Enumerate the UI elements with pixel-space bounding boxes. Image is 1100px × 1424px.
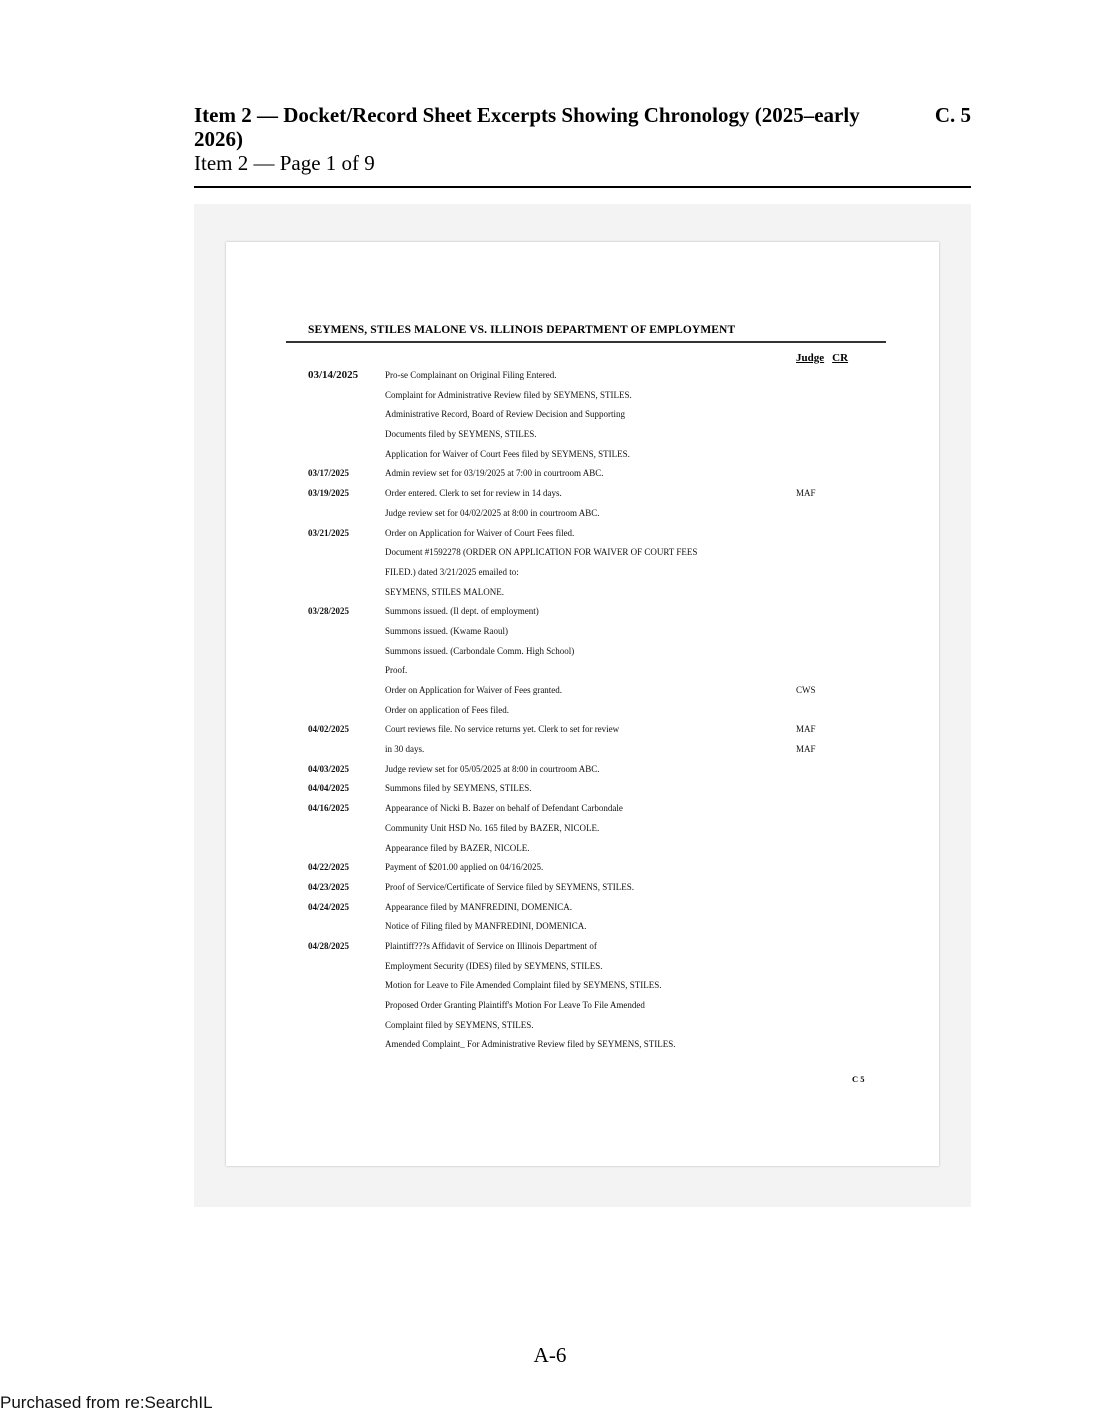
entry-date: 04/02/2025 [308,724,350,735]
docket-entry [226,445,939,465]
entry-date: 04/22/2025 [308,862,350,873]
entry-date: 03/19/2025 [308,488,350,499]
entry-text: Court reviews file. No service returns yet. Clerk to set for review [385,724,620,735]
docket-entry [226,976,939,996]
purchased-notice: Purchased from re:SearchIL [0,1393,213,1412]
docket-entry [226,681,939,701]
page-title: Item 2 — Docket/Record Sheet Excerpts Showing Chronology (2025–early 2026) [194,103,860,151]
entry-text: Amended Complaint_ For Administrative Review filed by SEYMENS, STILES. [385,1039,676,1050]
entry-date: 04/24/2025 [308,901,350,912]
docket-entry [226,996,939,1016]
docket-entry [226,701,939,721]
entry-date: 03/28/2025 [308,606,350,617]
page-number: A-6 [533,1343,567,1367]
docket-entry [226,819,939,839]
docket-entry [226,602,939,622]
entry-text: Notice of Filing filed by MANFREDINI, DOMENICA. [385,921,587,932]
scanned-docket-page [226,242,939,1166]
docket-entries [226,366,939,1055]
entry-text: Employment Security (IDES) filed by SEYMENS, STILES. [385,960,603,971]
column-cr: CR [832,352,849,364]
docket-entry [226,386,939,406]
entry-text: Summons filed by SEYMENS, STILES. [385,783,532,794]
header-rule [194,186,971,188]
entry-text: Application for Waiver of Court Fees filed by SEYMENS, STILES. [385,448,630,459]
entry-text: Community Unit HSD No. 165 filed by BAZER, NICOLE. [385,822,600,833]
entry-text: Order on Application for Waiver of Court Fees filed. [385,527,575,538]
docket-entry [226,760,939,780]
entry-text: Proof of Service/Certificate of Service filed by SEYMENS, STILES. [385,881,634,892]
entry-text: Administrative Record, Board of Review Decision and Supporting [385,409,625,420]
entry-text: Document #1592278 (ORDER ON APPLICATION FOR WAIVER OF COURT FEES [385,547,698,558]
entry-judge: MAF [796,488,816,499]
docket-entry [226,957,939,977]
entry-text: FILED.) dated 3/21/2025 emailed to: [385,566,519,577]
entry-text: Appearance filed by BAZER, NICOLE. [385,842,530,853]
docket-entry [226,366,939,386]
entry-text: Order entered. Clerk to set for review in 14 days. [385,488,562,499]
docket-entry [226,779,939,799]
docket-entry [226,1016,939,1036]
case-caption: SEYMENS, STILES MALONE VS. ILLINOIS DEPARTMENT OF EMPLOYMENT [308,324,736,336]
scanned-page-mark: C 5 [852,1074,865,1084]
document-header [194,103,971,175]
docket-entry [226,622,939,642]
entry-date: 04/04/2025 [308,783,350,794]
entry-text: Complaint for Administrative Review filed by SEYMENS, STILES. [385,389,632,400]
docket-entry [226,858,939,878]
entry-text: SEYMENS, STILES MALONE. [385,586,505,597]
entry-text: Summons issued. (Il dept. of employment) [385,606,539,617]
docket-entry [226,484,939,504]
entry-date: 04/23/2025 [308,881,350,892]
docket-entry [226,1035,939,1055]
entry-date: 04/28/2025 [308,940,350,951]
docket-entry [226,583,939,603]
entry-text: Judge review set for 05/05/2025 at 8:00 in courtroom ABC. [385,763,600,774]
entry-date: 03/21/2025 [308,527,350,538]
scanned-image-frame [194,204,971,1207]
docket-entry [226,524,939,544]
entry-text: Plaintiff???s Affidavit of Service on Illinois Department of [385,940,597,951]
docket-entry [226,799,939,819]
entry-judge: CWS [796,685,816,695]
docket-entry [226,917,939,937]
entry-text: Documents filed by SEYMENS, STILES. [385,429,537,440]
entry-date: 03/14/2025 [308,369,359,381]
entry-text: Appearance filed by MANFREDINI, DOMENICA. [385,901,572,912]
entry-date: 04/03/2025 [308,763,350,774]
docket-entry [226,898,939,918]
docket-entry [226,740,939,760]
entry-text: Admin review set for 03/19/2025 at 7:00 in courtroom ABC. [385,468,604,479]
docket-entry [226,563,939,583]
docket-entry [226,839,939,859]
docket-entry [226,425,939,445]
entry-text: Complaint filed by SEYMENS, STILES. [385,1019,534,1030]
entry-text: Appearance of Nicki B. Bazer on behalf of Defendant Carbondale [385,803,623,814]
entry-text: in 30 days. [385,744,425,755]
entry-text: Order on Application for Waiver of Fees granted. [385,685,563,695]
entry-text: Summons issued. (Kwame Raoul) [385,625,508,636]
entry-text: Summons issued. (Carbondale Comm. High School) [385,645,575,656]
docket-entry [226,543,939,563]
column-judge: Judge [796,352,825,364]
docket-entry [226,878,939,898]
docket-entry [226,720,939,740]
entry-text: Payment of $201.00 applied on 04/16/2025. [385,862,544,873]
entry-text: Judge review set for 04/02/2025 at 8:00 in courtroom ABC. [385,507,600,518]
docket-entry [226,661,939,681]
entry-judge: MAF [796,724,816,735]
page-subtitle: Item 2 — Page 1 of 9 [194,151,375,175]
entry-text: Proof. [385,665,408,676]
record-cite: C. 5 [934,103,971,127]
docket-entry [226,937,939,957]
entry-text: Order on application of Fees filed. [385,704,509,715]
docket-entry [226,504,939,524]
entry-text: Motion for Leave to File Amended Complaint filed by SEYMENS, STILES. [385,980,662,991]
docket-entry [226,642,939,662]
entry-text: Proposed Order Granting Plaintiff's Motion For Leave To File Amended [385,1000,645,1010]
caption-rule [286,341,886,343]
entry-judge: MAF [796,744,816,755]
docket-entry [226,464,939,484]
entry-text: Pro-se Complainant on Original Filing Entered. [385,370,557,380]
column-headers [796,352,856,364]
title-row [194,103,971,151]
docket-entry [226,405,939,425]
entry-date: 04/16/2025 [308,803,350,814]
entry-date: 03/17/2025 [308,468,350,479]
